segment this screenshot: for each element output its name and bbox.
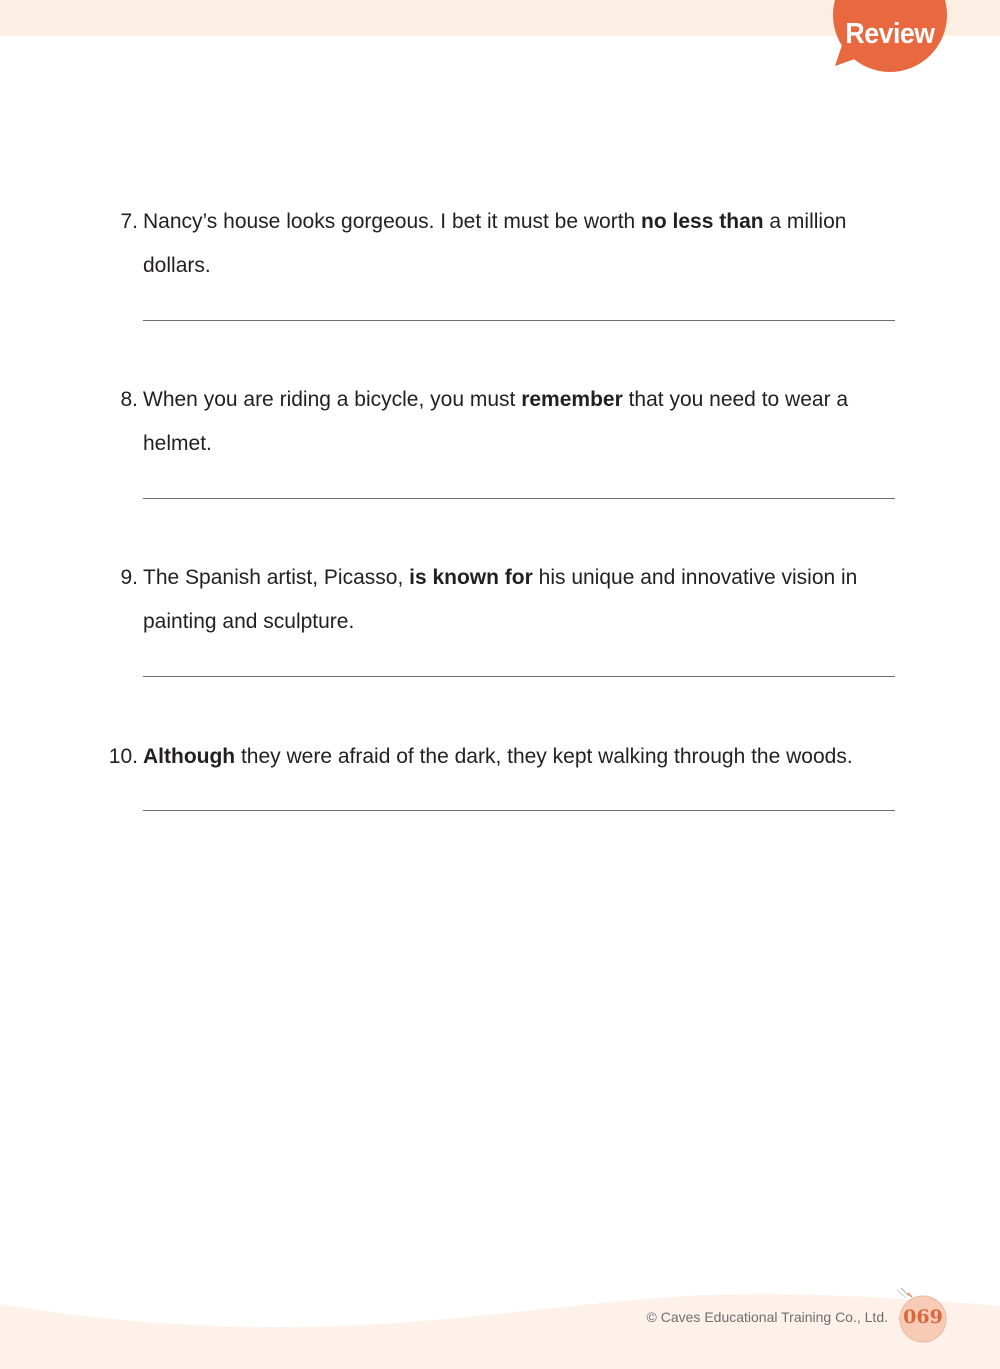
text-segment: The Spanish artist, Picasso,	[143, 566, 410, 589]
key-phrase: Although	[143, 745, 236, 768]
question-text	[143, 556, 883, 644]
question-text	[143, 735, 903, 779]
question-text	[143, 378, 883, 466]
answer-line[interactable]	[143, 498, 895, 499]
key-phrase: no less than	[641, 210, 764, 233]
question-number: 8.	[120, 388, 138, 411]
answer-line[interactable]	[143, 320, 895, 321]
review-badge	[833, 0, 947, 74]
question-number: 7.	[120, 210, 138, 233]
text-segment: that you need to wear a helmet.	[143, 388, 849, 455]
question-text	[143, 200, 883, 288]
text-segment: Nancy’s house looks gorgeous. I bet it must be worth	[143, 210, 642, 233]
page-number-badge	[895, 1282, 955, 1350]
key-phrase: remember	[521, 388, 623, 411]
page-number: 069	[903, 1306, 943, 1328]
answer-line[interactable]	[143, 676, 895, 677]
answer-line[interactable]	[143, 810, 895, 811]
text-segment: his unique and innovative vision in painting and sculpture.	[143, 566, 858, 633]
text-segment: a million dollars.	[143, 210, 847, 277]
question-number: 9.	[120, 566, 138, 589]
copyright-notice: © Caves Educational Training Co., Ltd.	[646, 1309, 888, 1325]
text-segment: When you are riding a bicycle, you must	[143, 388, 522, 411]
text-segment: they were afraid of the dark, they kept walking through the woods.	[235, 745, 853, 768]
review-label: Review	[845, 18, 935, 50]
key-phrase: is known for	[409, 566, 533, 589]
question-number: 10.	[108, 745, 138, 768]
